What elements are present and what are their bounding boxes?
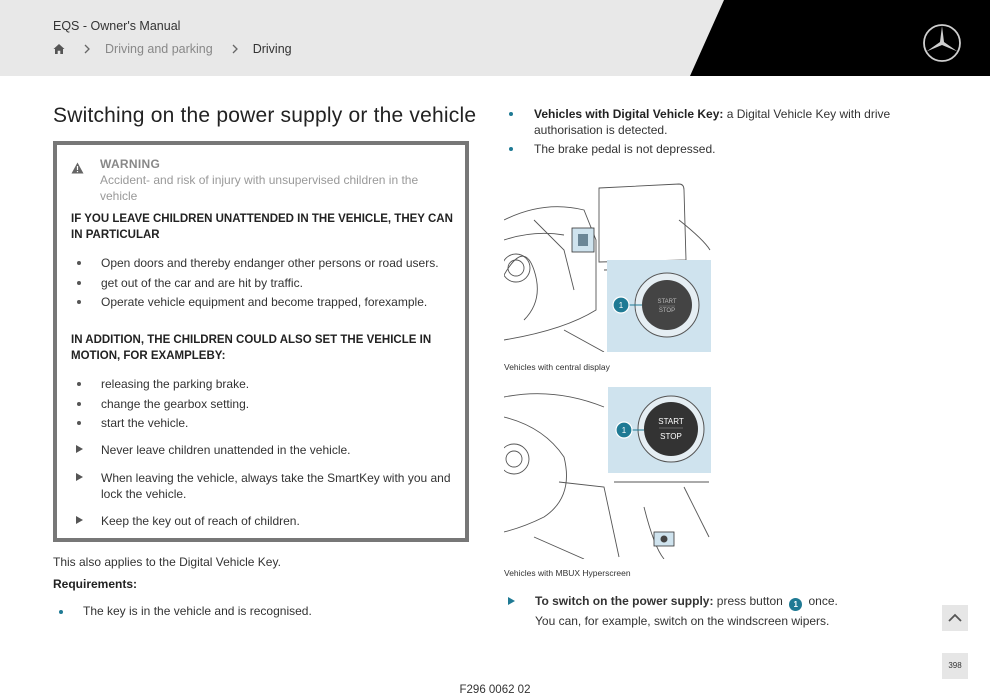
home-icon[interactable] [53,43,65,55]
switch-on-step: To switch on the power supply: press button 1 once. [508,593,838,611]
list-item: start the vehicle. [71,415,249,435]
bullet-icon [59,610,63,614]
step-arrow-icon [76,445,83,453]
scroll-to-top-button[interactable] [942,605,968,631]
warning-list-2 [71,376,249,435]
figure-caption-mbux-hyperscreen: Vehicles with MBUX Hyperscreen [504,568,631,578]
breadcrumb-current-driving: Driving [252,42,292,56]
callout-1: 1 [618,301,624,310]
bullet-icon [509,112,513,116]
page-title: Switching on the power supply or the vehicle [53,104,477,127]
chevron-right-icon [231,44,239,54]
warning-step-1: Never leave children unattended in the vehicle. [71,442,451,458]
callout-1: 1 [621,426,627,435]
switch-on-step-note: You can, for example, switch on the windscreen wipers. [535,614,830,628]
warning-heading-2: IN ADDITION, THE CHILDREN COULD ALSO SET THE VEHICLE IN MOTION, FOR EXAMPLEBY: [71,334,432,362]
digital-key-note: This also applies to the Digital Vehicle Key. [53,555,281,569]
warning-list-1 [71,255,439,314]
bullet-icon [509,147,513,151]
warning-step-3: Keep the key out of reach of children. [71,513,451,529]
start-button-label: START [657,299,677,305]
header [0,0,990,76]
warning-header [71,157,430,204]
list-item: Operate vehicle equipment and become trapped, forexample. [71,294,439,314]
step-arrow-icon [508,597,515,605]
callout-1-icon: 1 [789,598,802,611]
illustration-mbux-hyperscreen [504,387,711,559]
stop-button-label: STOP [660,432,682,441]
requirement-item: The key is in the vehicle and is recognised. [53,604,312,618]
list-item: get out of the car and are hit by traffic. [71,275,439,295]
step-arrow-icon [76,473,83,481]
start-button-label: START [658,417,684,426]
page-number: 398 [942,653,968,679]
warning-label: WARNING [100,157,161,171]
figure-caption-central-display: Vehicles with central display [504,362,610,372]
chevron-up-icon [942,605,968,631]
breadcrumb-link-driving-and-parking[interactable]: Driving and parking [105,42,213,56]
requirements-label: Requirements: [53,577,138,591]
warning-box [53,141,469,542]
stop-button-label: STOP [658,308,676,314]
illustration-central-display [504,180,711,352]
warning-subtitle: Accident- and risk of injury with unsupervised children in the vehicle [100,173,419,203]
breadcrumb [53,42,292,56]
manual-title: EQS - Owner's Manual [53,19,181,33]
list-item: releasing the parking brake. [71,376,249,396]
requirement-digital-key: Vehicles with Digital Vehicle Key: a Digital Vehicle Key with drive authorisation is detected. [508,106,898,138]
requirement-brake-pedal: The brake pedal is not depressed. [508,141,898,157]
warning-triangle-icon [71,162,84,174]
warning-step-2: When leaving the vehicle, always take the SmartKey with you and lock the vehicle. [71,470,451,502]
chevron-right-icon [83,44,91,54]
list-item: change the gearbox setting. [71,396,249,416]
document-code: F296 0062 02 [459,684,531,696]
mercedes-star-logo [922,23,962,63]
list-item: Open doors and thereby endanger other persons or road users. [71,255,439,275]
step-arrow-icon [76,516,83,524]
warning-heading-1: IF YOU LEAVE CHILDREN UNATTENDED IN THE VEHICLE, THEY CAN IN PARTICULAR [71,213,453,241]
